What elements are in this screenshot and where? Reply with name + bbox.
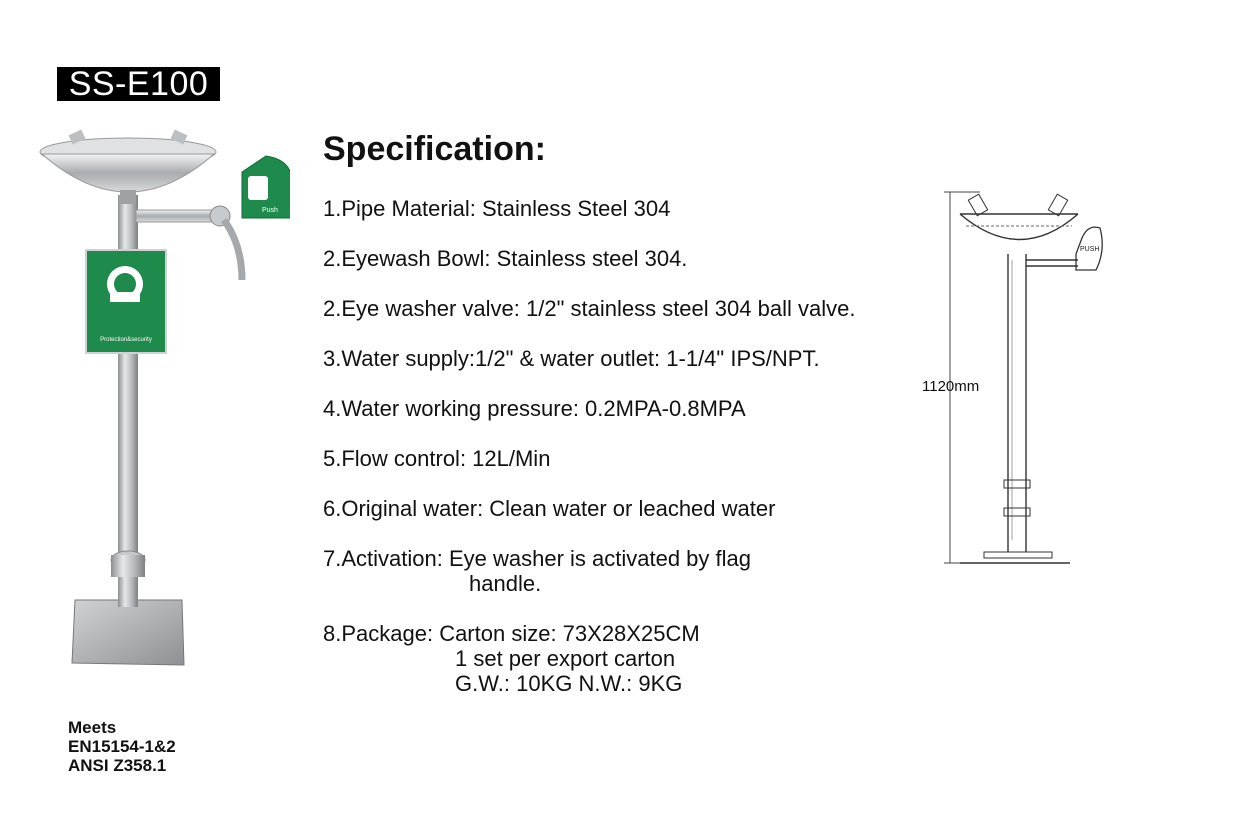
product-photo [30, 120, 290, 680]
spec-item: 8.Package: Carton size: 73X28X25CM 1 set per export carton G.W.: 10KG N.W.: 9KG [323, 621, 700, 696]
sign-caption: Protection&security [100, 337, 152, 343]
spec-item: 5.Flow control: 12L/Min [323, 446, 551, 471]
spec-title: Specification: [323, 130, 546, 168]
standards-note: Meets EN15154-1&2 ANSI Z358.1 [68, 718, 176, 775]
spec-item: 2.Eyewash Bowl: Stainless steel 304. [323, 246, 688, 271]
spec-item: 4.Water working pressure: 0.2MPA-0.8MPA [323, 396, 746, 421]
spec-item: 2.Eye washer valve: 1/2" stainless steel 304 ball valve. [323, 296, 856, 321]
spec-item: 7.Activation: Eye washer is activated by flag handle. [323, 546, 751, 596]
flag-push-text: Push [262, 207, 278, 214]
drawing-push-text: PUSH [1080, 246, 1100, 253]
spec-item: 6.Original water: Clean water or leached water [323, 496, 776, 521]
height-dimension: 1120mm [922, 378, 980, 395]
model-badge: SS-E100 [57, 67, 220, 101]
spec-item: 3.Water supply:1/2" & water outlet: 1-1/4" IPS/NPT. [323, 346, 820, 371]
spec-item: 1.Pipe Material: Stainless Steel 304 [323, 196, 671, 221]
